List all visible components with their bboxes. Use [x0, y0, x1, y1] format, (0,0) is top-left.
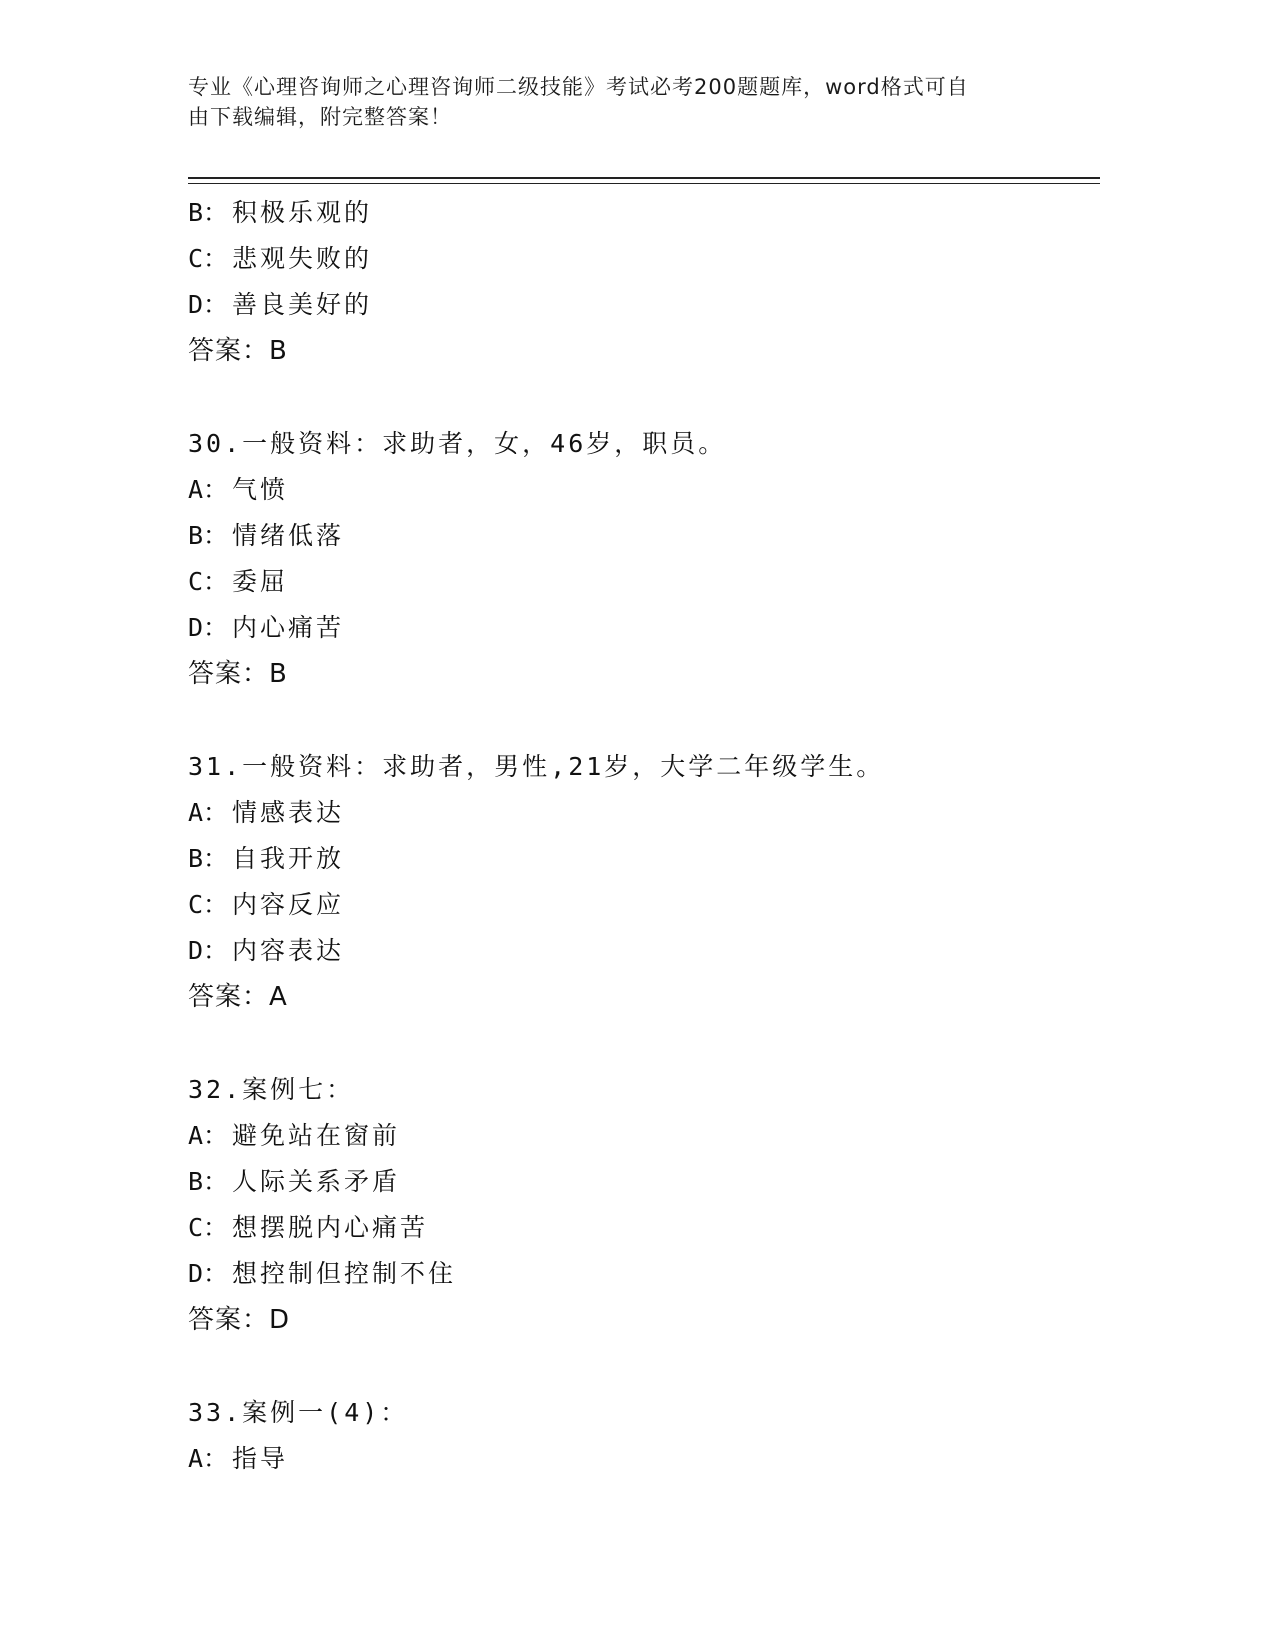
option-label: D：	[188, 613, 229, 642]
option-b	[188, 836, 1088, 882]
answer-line: 答案：A	[188, 982, 288, 1012]
question-stem: 33.案例一(4)：	[188, 1398, 409, 1427]
option-text: 气愤	[232, 475, 289, 504]
option-a	[188, 467, 1088, 513]
option-b	[188, 513, 1088, 559]
option-d	[188, 928, 1088, 974]
header-divider-thin	[188, 183, 1100, 184]
option-d	[188, 1251, 1088, 1297]
option-text: 情绪低落	[232, 521, 345, 550]
option-label: C：	[188, 890, 229, 919]
option-label: A：	[188, 798, 229, 827]
option-a	[188, 1436, 1088, 1482]
option-label: A：	[188, 1444, 229, 1473]
question-stem: 31.一般资料：求助者，男性,21岁，大学二年级学生。	[188, 752, 885, 781]
option-text: 自我开放	[232, 844, 345, 873]
option-b	[188, 190, 1088, 236]
option-text: 积极乐观的	[232, 198, 373, 227]
option-label: D：	[188, 1259, 229, 1288]
option-label: A：	[188, 1121, 229, 1150]
option-text: 人际关系矛盾	[232, 1167, 401, 1196]
spacer	[188, 1343, 1088, 1390]
answer-line: 答案：B	[188, 336, 288, 366]
option-c	[188, 236, 1088, 282]
answer-line: 答案：B	[188, 659, 288, 689]
option-text: 情感表达	[232, 798, 345, 827]
option-label: A：	[188, 475, 229, 504]
spacer	[188, 697, 1088, 744]
header-line-2: 由下载编辑，附完整答案！	[188, 105, 452, 129]
question-30	[188, 421, 1088, 697]
option-c	[188, 882, 1088, 928]
header-divider-thick	[188, 177, 1100, 179]
option-label: C：	[188, 244, 229, 273]
option-c	[188, 1205, 1088, 1251]
question-partial	[188, 190, 1088, 374]
option-d	[188, 605, 1088, 651]
option-text: 想摆脱内心痛苦	[232, 1213, 429, 1242]
option-text: 想控制但控制不住	[232, 1259, 457, 1288]
question-31	[188, 744, 1088, 1020]
option-label: C：	[188, 567, 229, 596]
option-text: 内容反应	[232, 890, 345, 919]
option-b	[188, 1159, 1088, 1205]
header-line-1: 专业《心理咨询师之心理咨询师二级技能》考试必考200题题库，word格式可自	[188, 75, 969, 99]
option-label: B：	[188, 1167, 229, 1196]
option-text: 悲观失败的	[232, 244, 373, 273]
option-text: 委屈	[232, 567, 289, 596]
question-33	[188, 1390, 1088, 1482]
spacer	[188, 1020, 1088, 1067]
option-text: 指导	[232, 1444, 289, 1473]
option-text: 内心痛苦	[232, 613, 345, 642]
document-header	[188, 72, 1068, 132]
option-label: C：	[188, 1213, 229, 1242]
option-d	[188, 282, 1088, 328]
option-label: D：	[188, 290, 229, 319]
question-stem: 30.一般资料：求助者，女，46岁，职员。	[188, 429, 727, 458]
question-stem: 32.案例七：	[188, 1075, 355, 1104]
question-32	[188, 1067, 1088, 1343]
spacer	[188, 374, 1088, 421]
option-label: B：	[188, 198, 229, 227]
option-a	[188, 790, 1088, 836]
option-label: B：	[188, 521, 229, 550]
option-text: 避免站在窗前	[232, 1121, 401, 1150]
option-c	[188, 559, 1088, 605]
option-text: 内容表达	[232, 936, 345, 965]
option-text: 善良美好的	[232, 290, 373, 319]
option-label: B：	[188, 844, 229, 873]
question-list	[188, 190, 1088, 1482]
answer-line: 答案：D	[188, 1305, 291, 1335]
option-a	[188, 1113, 1088, 1159]
option-label: D：	[188, 936, 229, 965]
